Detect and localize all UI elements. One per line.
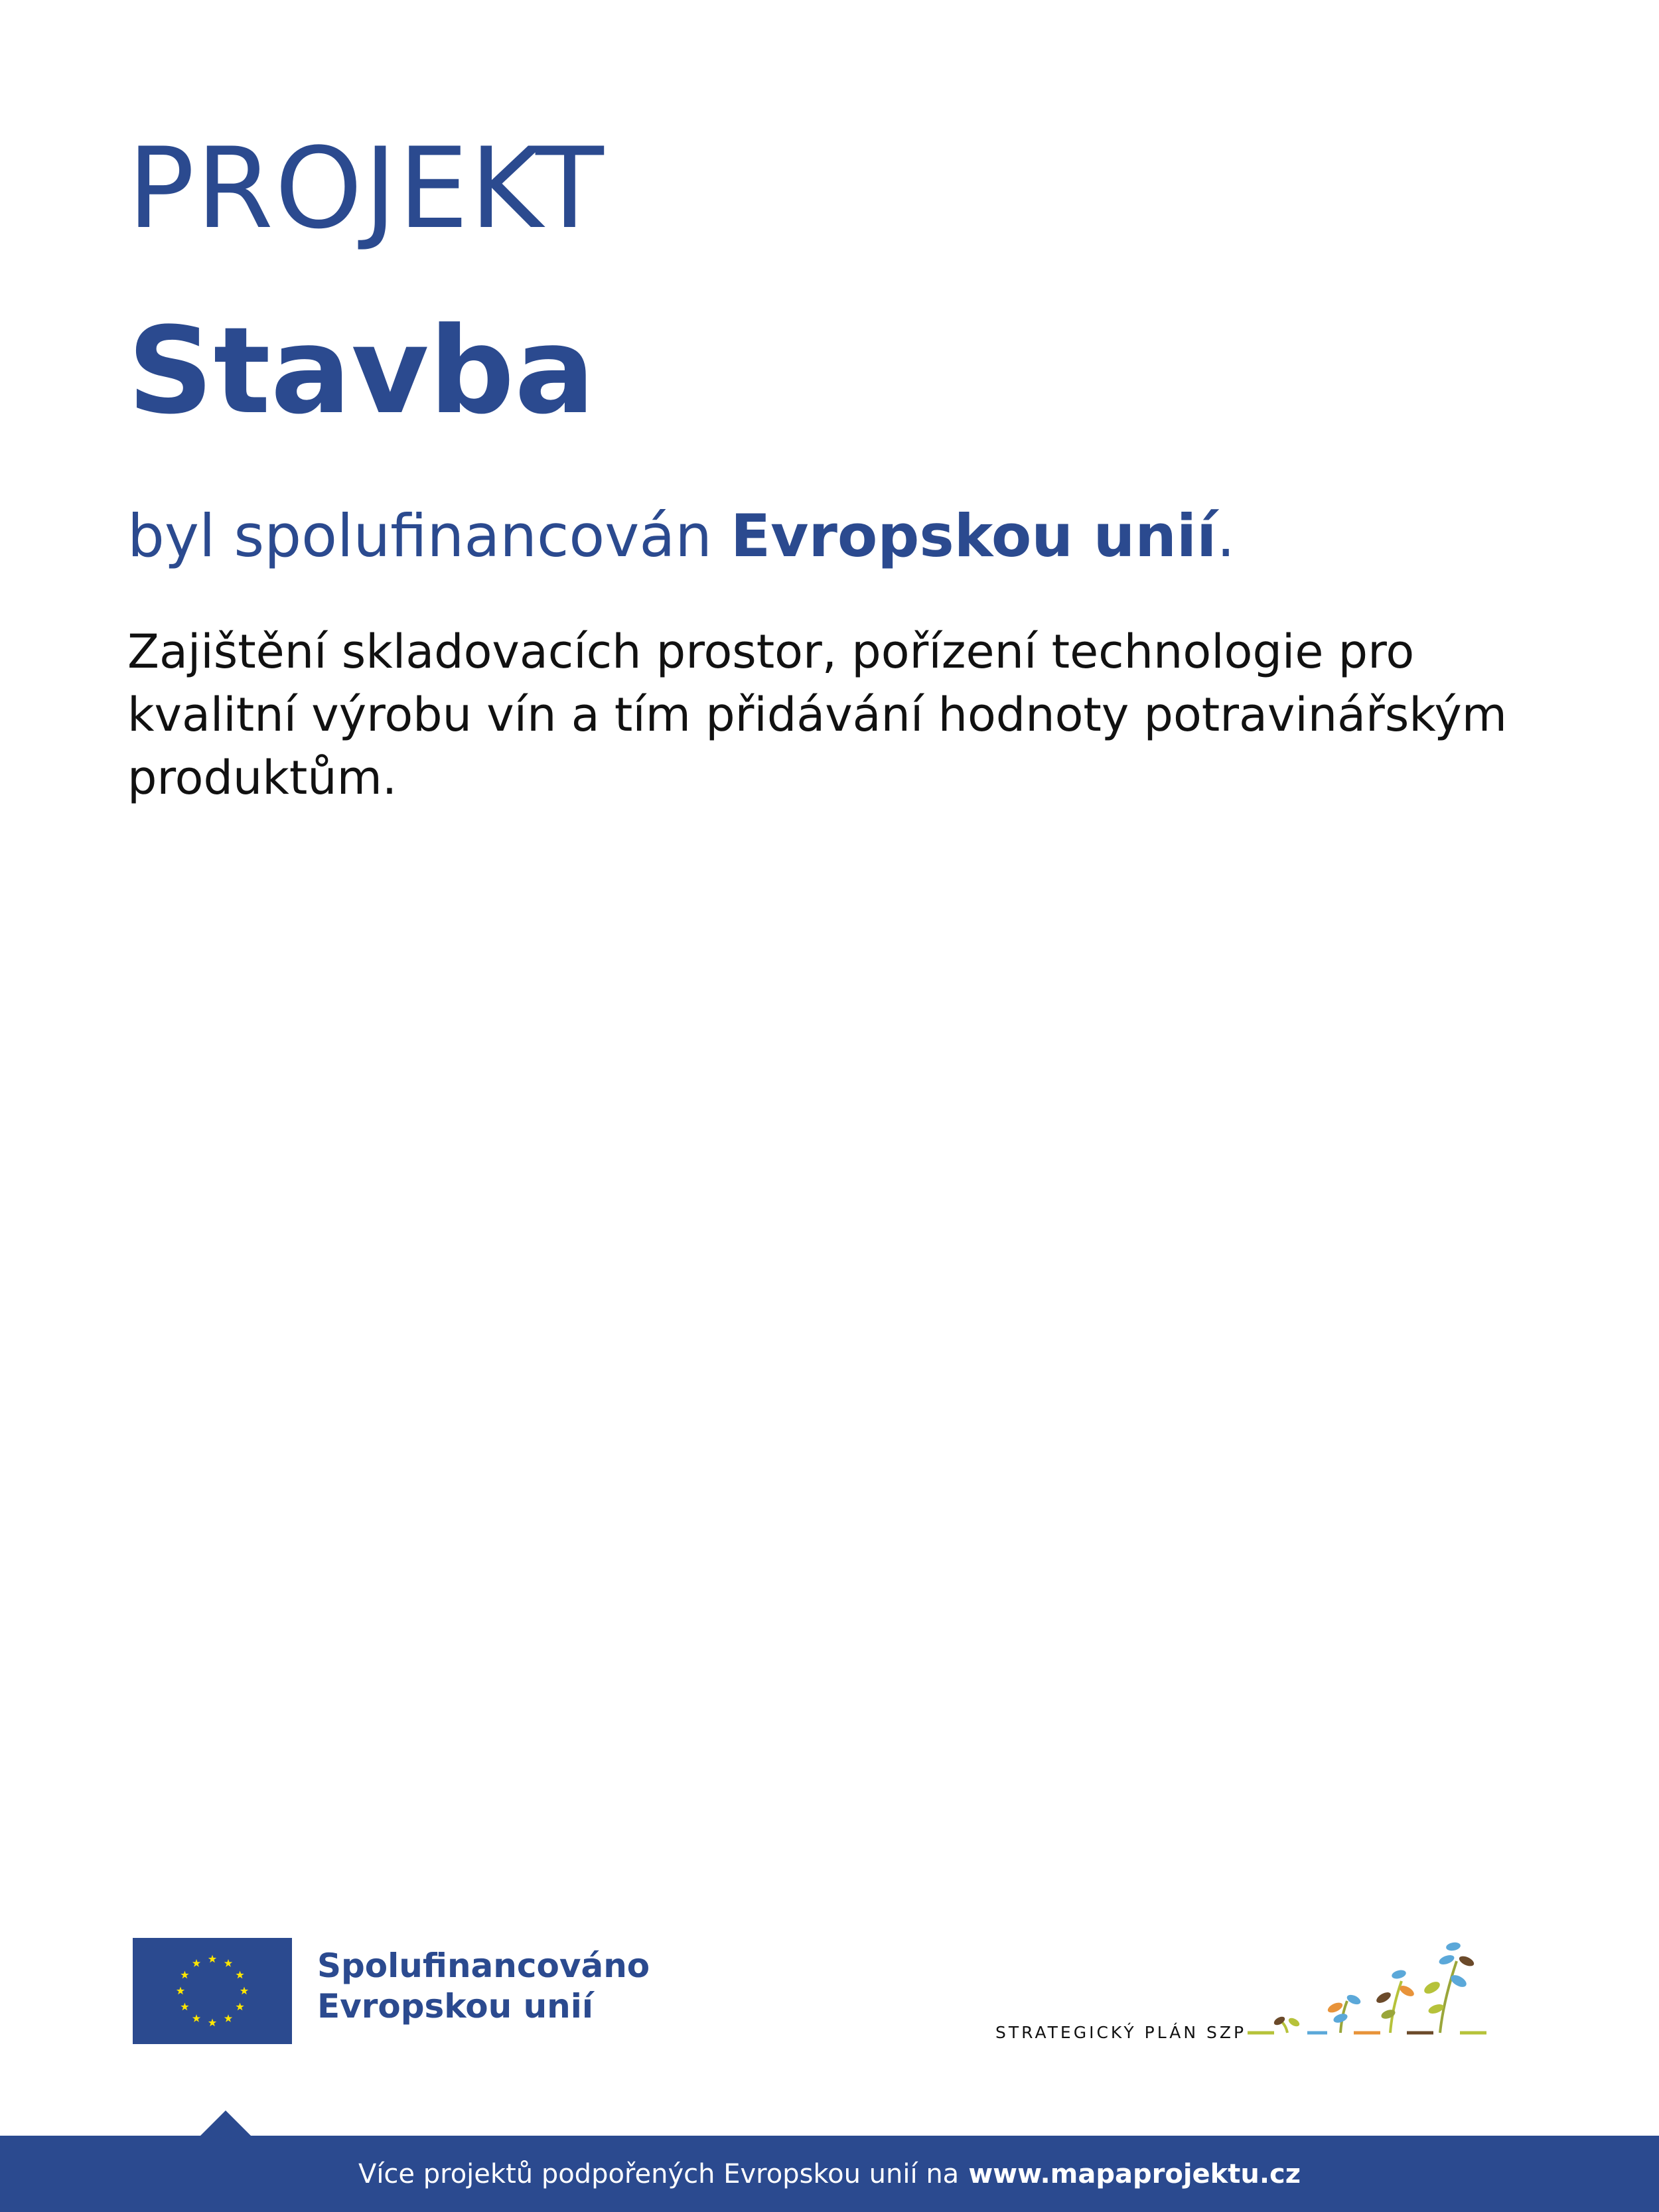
project-title: Stavba [127, 302, 595, 441]
footer-text: Více projektů podpořených Evropskou unií na [358, 2158, 960, 2189]
cofinancing-emphasis: Evropskou unií [731, 502, 1217, 570]
eu-flag-icon [133, 1938, 292, 2044]
eu-logo-line1: Spolufinancováno [317, 1947, 650, 1985]
footer-notch-icon [199, 2110, 252, 2137]
cofinancing-prefix: byl spolufinancován [127, 502, 713, 570]
project-description: Zajištění skladovacích prostor, pořízení technologie pro kvalitní výrobu vín a tím přidávání hodnoty potravinářským produktům. [127, 625, 1507, 806]
cofinancing-suffix: . [1216, 502, 1236, 570]
eu-logo-line2: Evropskou unií [317, 1987, 594, 2026]
footer-link[interactable]: www.mapaprojektu.cz [968, 2158, 1301, 2189]
cofinancing-statement [127, 504, 1235, 569]
eu-logo-text [317, 1946, 650, 2027]
project-kicker: PROJEKT [127, 123, 605, 254]
footer-bar [0, 2136, 1659, 2212]
szp-logo-label: STRATEGICKÝ PLÁN SZP [995, 2023, 1247, 2042]
szp-plants-icon [1248, 1935, 1513, 2041]
